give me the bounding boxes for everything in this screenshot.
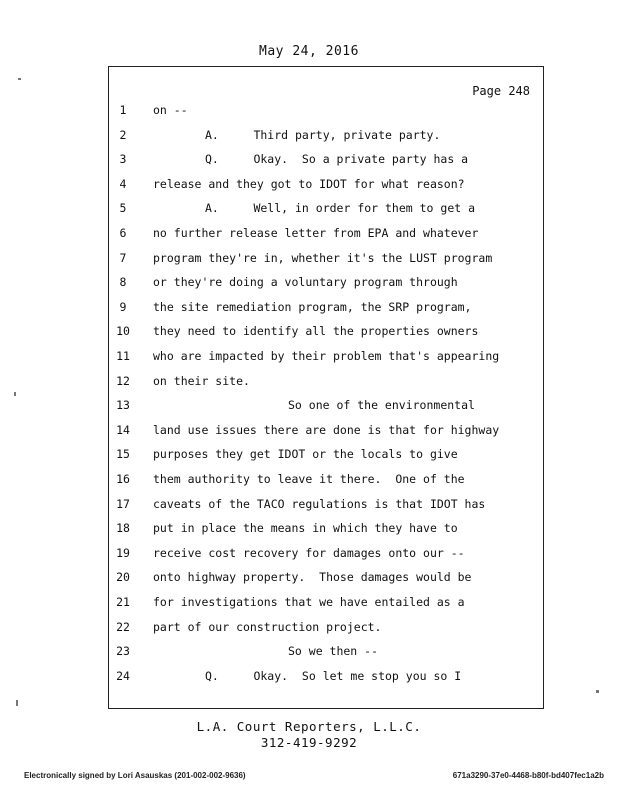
line-number: 5 [119, 201, 127, 216]
electronic-signature-note: Electronically signed by Lori Asauskas (201-002-002-9636) [24, 771, 246, 780]
line-text: put in place the means in which they have to [153, 521, 458, 536]
line-number: 9 [119, 299, 127, 314]
document-id: 671a3290-37e0-4468-b80f-bd407fec1a2b [452, 771, 604, 780]
page-number: Page 248 [472, 84, 530, 98]
line-number: 12 [116, 373, 130, 388]
line-number: 24 [116, 668, 130, 683]
line-number: 14 [116, 422, 130, 437]
line-number: 3 [119, 152, 127, 167]
line-text: So we then -- [288, 644, 379, 659]
line-number: 23 [116, 644, 130, 659]
line-text: receive cost recovery for damages onto our -- [153, 545, 465, 560]
line-number: 19 [116, 545, 130, 560]
line-number: 11 [116, 349, 130, 363]
line-text: purposes they get IDOT or the locals to give [153, 447, 458, 462]
line-number: 7 [119, 250, 127, 265]
scan-speck [596, 690, 599, 693]
line-text: Q. Okay. So a private party has a [205, 152, 469, 167]
line-number: 16 [116, 472, 130, 486]
scan-speck [18, 78, 21, 80]
line-number: 17 [116, 496, 130, 511]
line-text: A. Third party, private party. [205, 127, 441, 142]
line-number: 13 [116, 398, 130, 413]
line-text: the site remediation program, the SRP program, [153, 299, 472, 314]
line-number: 2 [119, 127, 127, 142]
line-text: onto highway property. Those damages would be [153, 570, 472, 585]
footer-phone: 312-419-9292 [260, 735, 358, 750]
line-text: part of our construction project. [153, 619, 382, 634]
line-text: Q. Okay. So let me stop you so I [205, 668, 462, 683]
line-text: they need to identify all the properties owners [153, 324, 479, 339]
line-text: caveats of the TACO regulations is that IDOT has [153, 496, 486, 511]
line-text: So one of the environmental [288, 398, 475, 413]
footer-company: L.A. Court Reporters, L.L.C. [196, 719, 422, 734]
line-number: 1 [119, 103, 127, 117]
line-number: 20 [116, 570, 130, 585]
line-number: 15 [116, 447, 130, 462]
line-number: 8 [119, 275, 127, 290]
line-text: program they're in, whether it's the LUST program [153, 250, 493, 265]
line-text: them authority to leave it there. One of the [153, 472, 465, 486]
line-text: for investigations that we have entailed as a [153, 595, 465, 609]
line-text: who are impacted by their problem that's appearing [153, 349, 500, 363]
line-number: 10 [116, 324, 130, 339]
line-text: or they're doing a voluntary program through [153, 275, 458, 290]
scan-speck [14, 392, 16, 396]
line-number: 6 [119, 226, 127, 240]
line-text: release and they got to IDOT for what reason? [153, 176, 465, 191]
line-text: land use issues there are done is that for highway [153, 422, 500, 437]
line-text: on -- [153, 103, 188, 117]
header-date: May 24, 2016 [259, 44, 359, 59]
line-text: no further release letter from EPA and whatever [153, 226, 479, 240]
line-text: on their site. [153, 373, 250, 388]
line-text: A. Well, in order for them to get a [205, 201, 476, 216]
scan-speck [16, 700, 18, 706]
line-number: 18 [116, 521, 130, 536]
line-number: 4 [119, 176, 127, 191]
line-number: 22 [116, 619, 130, 634]
line-number: 21 [116, 595, 130, 609]
